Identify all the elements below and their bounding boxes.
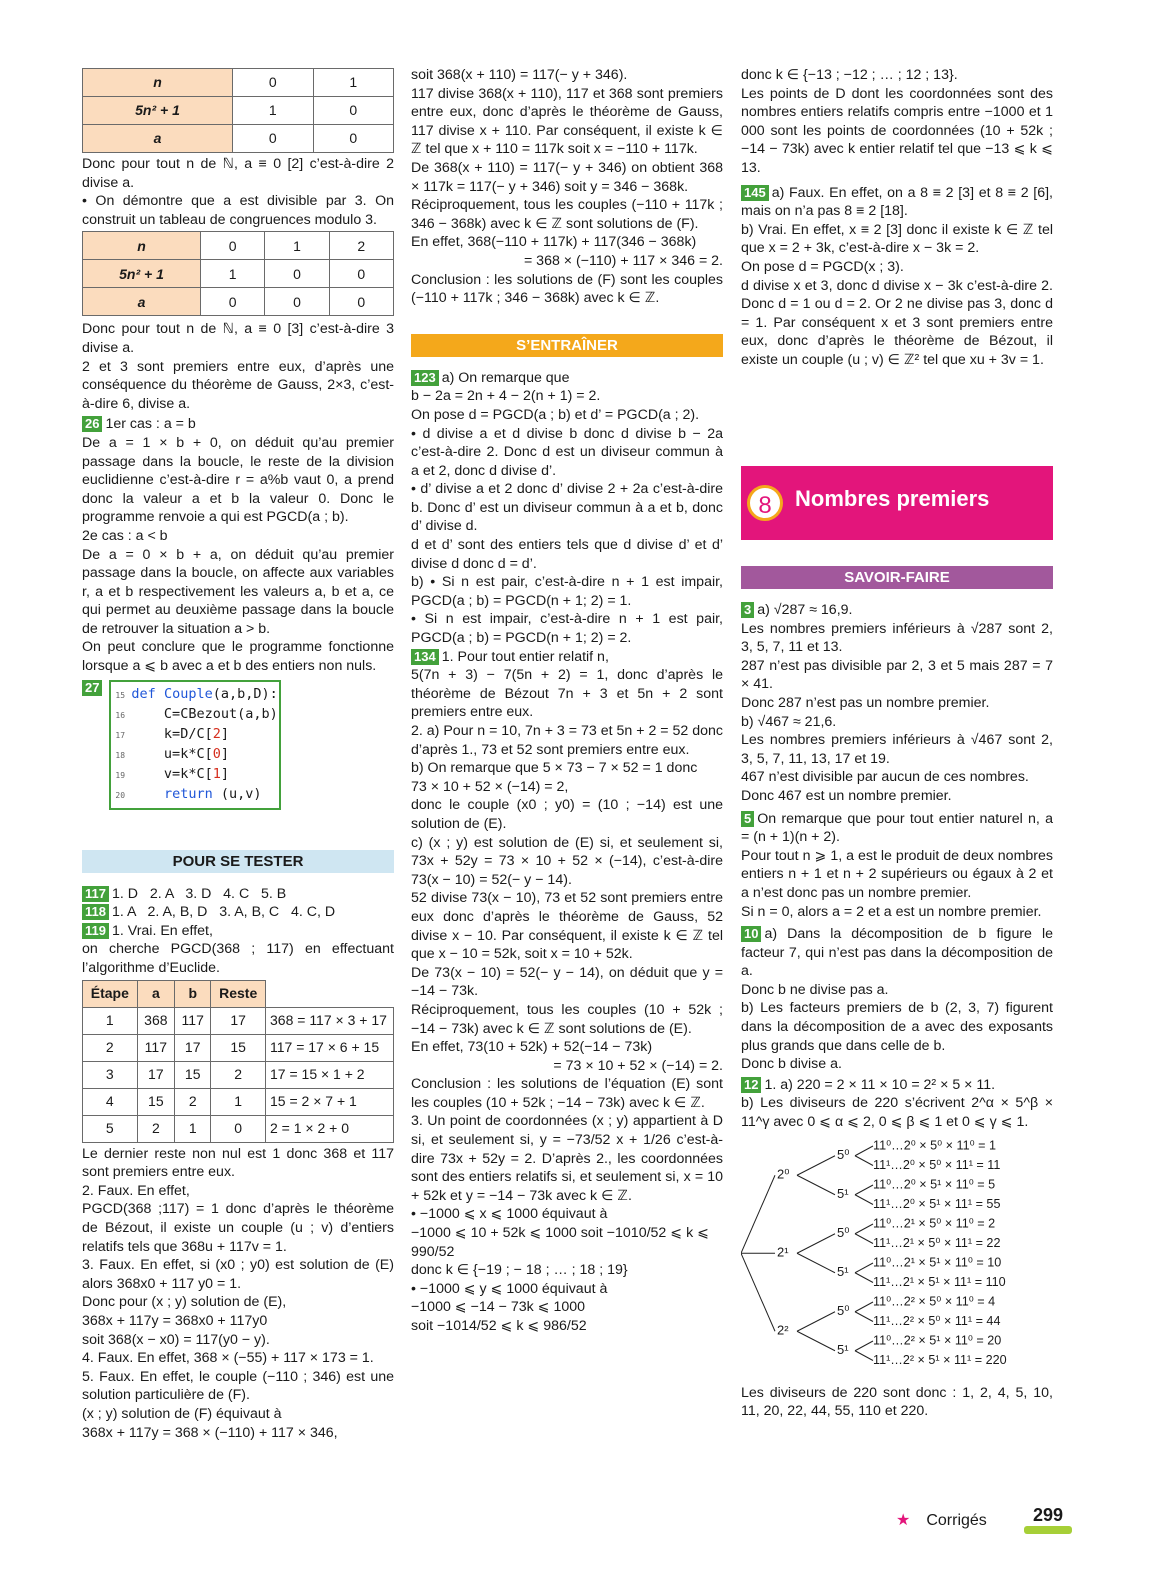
paragraph: • d divise a et d divise b donc d divise b − 2a c’est-à-dire 2. Donc d est un diviseur commun à a et 2, donc d divise d’.	[411, 425, 723, 479]
paragraph: b) Les facteurs premiers de b (2, 3, 7) figurent dans la décomposition de a avec des exposants plus grands que dans celle de b.	[741, 1000, 1053, 1054]
paragraph: Le dernier reste non nul est 1 donc 368 et 117 sont premiers entre eux.	[82, 1145, 394, 1181]
congruence-table-mod2	[82, 68, 394, 153]
tree-leaf-label: 11⁰…2¹ × 5¹ × 11⁰ = 10	[873, 1254, 1002, 1269]
table-cell: 5n² + 1	[83, 260, 201, 288]
tree-branch	[855, 1233, 873, 1243]
table-cell: 15 = 2 × 7 + 1	[266, 1088, 394, 1115]
paragraph: 4. Faux. En effet, 368 × (−55) + 117 × 173 = 1.	[82, 1350, 374, 1367]
paragraph: 5(7n + 3) − 7(5n + 2) = 1, donc d’après le théorème de Bézout 7n + 3 et 5n + 2 sont premiers entre eux.	[411, 667, 723, 721]
table-cell: 0	[233, 125, 314, 153]
paragraph: 368x + 117y = 368x0 + 117y0	[82, 1312, 268, 1329]
paragraph: De a = 1 × b + 0, on déduit qu’au premier passage dans la boucle, le reste de la division euclidienne c’est-à-dire r = a%b vaut 0, a prend donc la valeur a et b la valeur 0. Donc le programme renvoie a qui est PGCD(a ; b).	[82, 434, 394, 526]
line-number: 20	[115, 790, 126, 800]
table-cell: 0	[329, 260, 393, 288]
paragraph: • −1000 ⩽ y ⩽ 1000 équivaut à	[411, 1280, 608, 1297]
paragraph: 3. Un point de coordonnées (x ; y) appartient à D si, et seulement si, y = −73/52 x + 1/26 c’est-à-dire 73x + 52y = 2. D’après 2., les coordonnées sont des entiers relatifs si, et seulement si, x = 10 + 52k et y = −14 − 73k avec k ∈ ℤ.	[411, 1113, 723, 1204]
table-cell: 5	[83, 1115, 138, 1142]
column-2	[411, 66, 723, 1336]
paragraph: Donc b divise a.	[741, 1056, 842, 1073]
paragraph: c) (x ; y) est solution de (E) si, et seulement si, 73x + 52y = 73 × 10 + 52 × (−14), c’est-à-dire 73(x − 10) = 52(− y − 14).	[411, 834, 723, 888]
table-cell: 4	[83, 1088, 138, 1115]
exercise-number: 119	[82, 923, 109, 939]
paragraph: 2 et 3 sont premiers entre eux, d’après une conséquence du théorème de Gauss, 2×3, c’est-à-dire 6, divise a.	[82, 358, 394, 412]
table-cell: 117	[175, 1007, 211, 1034]
paragraph: donc k ∈ {−19 ; − 18 ; … ; 18 ; 19}	[411, 1262, 628, 1279]
table-cell: 0	[233, 69, 314, 97]
paragraph: 2. Faux. En effet,	[82, 1182, 190, 1199]
paragraph: b) Les diviseurs de 220 s’écrivent 2^α × 5^β × 11^γ avec 0 ⩽ α ⩽ 2, 0 ⩽ β ⩽ 1 et 0 ⩽ γ ⩽ 1.	[741, 1095, 1053, 1131]
congruence-table-mod3	[82, 231, 394, 316]
paragraph: On pose d = PGCD(x ; 3).	[741, 258, 904, 275]
table-header: Étape	[83, 980, 138, 1007]
paragraph: Conclusion : les solutions de l’équation (E) sont les couples (10 + 52k ; −14 − 73k) avec k ∈ ℤ.	[411, 1076, 723, 1111]
tree-branch	[797, 1155, 835, 1175]
line-number: 18	[115, 750, 126, 760]
paragraph: soit 368(x + 110) = 117(− y + 346).	[411, 67, 628, 83]
tree-leaf-label: 11¹…2² × 5¹ × 11¹ = 220	[873, 1352, 1007, 1367]
tree-branch	[855, 1341, 873, 1351]
paragraph: Les points de D dont les coordonnées sont des nombres entiers relatifs compris entre −1000 et 1 000 sont les points de coordonnées (10 + 52k ; −14 − 73k) avec k entier relatif tel que −13 ⩽ k ⩽ 13.	[741, 85, 1053, 176]
paragraph: 368x + 117y = 368 × (−110) + 117 × 346,	[82, 1424, 338, 1441]
line-number: 16	[115, 710, 126, 720]
table-cell: 2	[211, 1061, 266, 1088]
paragraph: d divise x et 3, donc d divise x − 3k c’est-à-dire 2. Donc d = 1 ou d = 2. Or 2 ne divise pas 3, donc d = 1. Par conséquent x et 3 sont premiers entre eux, donc d’après le théorème de Bézout, il existe un couple (u ; v) ∈ ℤ² tel que xu + 3v = 1.	[741, 277, 1053, 368]
table-cell: 15	[175, 1061, 211, 1088]
paragraph: • d’ divise a et 2 donc d’ divise 2 + 2a c’est-à-dire b. Donc d’ est un diviseur commun à a et b, donc d’ divise d.	[411, 481, 723, 535]
divisor-tree-diagram	[741, 1134, 1053, 1378]
paragraph: a) √287 ≈ 16,9.	[757, 602, 853, 618]
paragraph: • Si n est impair, c’est-à-dire n + 1 est pair, PGCD(a ; b) = PGCD(n + 1; 2) = 2.	[411, 611, 723, 647]
table-header	[266, 980, 394, 1007]
euclid-table	[82, 980, 394, 1143]
table-cell: 2	[137, 1115, 174, 1142]
table-cell: 0	[265, 260, 329, 288]
paragraph: b) √467 ≈ 21,6.	[741, 713, 837, 730]
tree-leaf-label: 11¹…2² × 5⁰ × 11¹ = 44	[873, 1313, 1001, 1328]
answers: 1. D 2. A 3. D 4. C 5. B	[111, 885, 287, 902]
paragraph: b) On remarque que 5 × 73 − 7 × 52 = 1 donc	[411, 760, 698, 777]
column-3	[741, 66, 1053, 370]
tree-leaf-label: 11⁰…2⁰ × 5¹ × 11⁰ = 5	[873, 1176, 996, 1191]
star-icon: ★	[896, 1512, 911, 1529]
paragraph: d et d’ sont des entiers tels que d divise d’ et d’ divise d donc d = d’.	[411, 537, 723, 572]
code-line: k=D/C[2]	[131, 725, 229, 742]
table-cell: 0	[313, 97, 394, 125]
table-cell: 5n² + 1	[83, 97, 233, 125]
tree-branch	[855, 1311, 873, 1321]
paragraph: • −1000 ⩽ x ⩽ 1000 équivaut à	[411, 1206, 608, 1223]
table-cell: 17 = 15 × 1 + 2	[266, 1061, 394, 1088]
paragraph: De 368(x + 110) = 117(− y + 346) on obtient 368 × 117k = 117(− y + 346) soit y = 346 − 368k.	[411, 159, 723, 195]
line-number: 17	[115, 730, 126, 740]
exercise-number: 5	[741, 811, 754, 827]
tree-mid-label: 5⁰	[837, 1224, 850, 1240]
table-cell: 117	[137, 1034, 174, 1061]
tree-mid-label: 5⁰	[837, 1302, 850, 1318]
table-cell: 0	[329, 288, 393, 316]
exercise-number: 27	[82, 680, 102, 696]
table-cell: 2	[175, 1088, 211, 1115]
paragraph: a) Faux. En effet, on a 8 ≡ 2 [3] et 8 ≡ 2 [6], mais on n’a pas 8 ≡ 2 [18].	[741, 184, 1053, 220]
chapter-title: Nombres premiers	[795, 486, 990, 511]
table-cell: 1	[233, 97, 314, 125]
table-header: b	[175, 980, 211, 1007]
table-cell: 368 = 117 × 3 + 17	[266, 1007, 394, 1034]
tree-leaf-label: 11⁰…2⁰ × 5⁰ × 11⁰ = 1	[873, 1137, 997, 1152]
tree-leaf-label: 11⁰…2² × 5⁰ × 11⁰ = 4	[873, 1293, 996, 1308]
paragraph: Donc pour tout n de ℕ, a ≡ 0 [2] c’est-à-dire 2 divise a.	[82, 156, 394, 191]
tree-leaf-label: 11⁰…2¹ × 5⁰ × 11⁰ = 2	[873, 1215, 996, 1230]
paragraph: 3. Faux. En effet, si (x0 ; y0) est solution de (E) alors 368x0 + 117 y0 = 1.	[82, 1257, 394, 1292]
paragraph: Donc 467 est un nombre premier.	[741, 787, 952, 804]
exercise-number: 118	[82, 904, 109, 920]
chapter-number: 8	[747, 485, 783, 521]
paragraph: PGCD(368 ;117) = 1 donc d’après le théorème de Bézout, il existe un couple (u ; v) d’entiers relatifs tels que 368u + 117v = 1.	[82, 1201, 394, 1255]
tree-leaf-label: 11⁰…2² × 5¹ × 11⁰ = 20	[873, 1332, 1002, 1347]
column-1	[82, 66, 394, 1442]
line-number: 15	[115, 690, 126, 700]
tree-branch	[797, 1311, 835, 1331]
line-number: 19	[115, 770, 126, 780]
paragraph: • On démontre que a est divisible par 3. On construit un tableau de congruences modulo 3.	[82, 193, 394, 228]
tree-mid-label: 5¹	[837, 1341, 849, 1357]
tree-branch	[855, 1272, 873, 1282]
paragraph: 1. a) 220 = 2 × 11 × 10 = 2² × 5 × 11.	[764, 1076, 996, 1093]
paragraph: On remarque que pour tout entier naturel n, a = (n + 1)(n + 2).	[741, 810, 1053, 846]
paragraph: soit 368(x − x0) = 117(y0 − y).	[82, 1331, 270, 1348]
table-cell: 17	[175, 1034, 211, 1061]
exercise-number: 3	[741, 602, 754, 618]
exercise-number: 10	[741, 926, 761, 942]
paragraph: on cherche PGCD(368 ; 117) en effectuant l’algorithme d’Euclide.	[82, 941, 394, 977]
paragraph: 2e cas : a < b	[82, 527, 168, 544]
table-cell: 368	[137, 1007, 174, 1034]
paragraph: Les diviseurs de 220 sont donc : 1, 2, 4, 5, 10, 11, 20, 22, 44, 55, 110 et 220.	[741, 1384, 1053, 1420]
tree-branch	[797, 1253, 835, 1273]
table-cell: 2	[83, 1034, 138, 1061]
tree-leaf-label: 11¹…2⁰ × 5⁰ × 11¹ = 11	[873, 1157, 1001, 1172]
paragraph: En effet, 368(−110 + 117k) + 117(346 − 368k)	[411, 234, 697, 251]
paragraph: b − 2a = 2n + 4 − 2(n + 1) = 2.	[411, 388, 601, 405]
tree-branch	[855, 1146, 873, 1156]
table-cell: n	[83, 69, 233, 97]
table-cell: 0	[201, 288, 265, 316]
table-cell: 2	[329, 232, 393, 260]
code-line: C=CBezout(a,b)	[131, 705, 278, 722]
table-cell: 0	[265, 288, 329, 316]
tree-mid-label: 5¹	[837, 1263, 849, 1279]
exercise-number: 123	[411, 370, 439, 386]
paragraph: Les nombres premiers inférieurs à √467 sont 2, 3, 5, 7, 11, 13, 17 et 19.	[741, 732, 1053, 767]
paragraph: Réciproquement, tous les couples (10 + 52k ; −14 − 73k) avec k ∈ ℤ sont solutions de (E).	[411, 1001, 723, 1037]
paragraph: −1000 ⩽ −14 − 73k ⩽ 1000	[411, 1299, 586, 1316]
paragraph: De 73(x − 10) = 52(− y − 14), on déduit que y = −14 − 73k.	[411, 964, 723, 1000]
paragraph: 1er cas : a = b	[105, 416, 196, 433]
table-cell: 2 = 1 × 2 + 0	[266, 1115, 394, 1142]
table-cell: n	[83, 232, 201, 260]
table-cell: 0	[313, 125, 394, 153]
paragraph: a) Dans la décomposition de b figure le facteur 7, qui n’est pas dans la décomposition de a.	[741, 926, 1053, 980]
table-cell: 1	[175, 1115, 211, 1142]
tree-leaf-label: 11¹…2⁰ × 5¹ × 11¹ = 55	[873, 1196, 1001, 1211]
section-banner-s-entrainer: S’ENTRAÎNER	[411, 334, 723, 357]
table-cell: 15	[137, 1088, 174, 1115]
paragraph: Conclusion : les solutions de (F) sont les couples (−110 + 117k ; 346 − 368k) avec k ∈ ℤ.	[411, 271, 723, 307]
table-cell: 1	[265, 232, 329, 260]
tree-branch	[797, 1175, 835, 1195]
page-number: 299	[1032, 1505, 1064, 1525]
exercise-number: 26	[82, 416, 102, 432]
answers: 1. A 2. A, B, D 3. A, B, C 4. C, D	[111, 904, 336, 921]
exercise-number: 134	[411, 649, 439, 665]
tree-branch	[855, 1185, 873, 1195]
tree-leaf-label: 11¹…2¹ × 5¹ × 11¹ = 110	[873, 1274, 1006, 1289]
code-line: return (u,v)	[163, 785, 262, 802]
exercise-number: 145	[741, 185, 769, 201]
tree-branch	[797, 1233, 835, 1253]
paragraph: 73 × 10 + 52 × (−14) = 2,	[411, 778, 569, 795]
tree-branch	[855, 1350, 873, 1360]
table-cell: 1	[83, 1007, 138, 1034]
paragraph: b) • Si n est pair, c’est-à-dire n + 1 est impair, PGCD(a ; b) = PGCD(n + 1; 2) = 1.	[411, 574, 723, 609]
table-cell: 17	[137, 1061, 174, 1088]
tree-branch	[855, 1155, 873, 1165]
paragraph: 287 n’est pas divisible par 2, 3 et 5 mais 287 = 7 × 41.	[741, 657, 1053, 693]
paragraph: b) Vrai. En effet, x ≡ 2 [3] donc il existe k ∈ ℤ tel que x = 2 + 3k, c’est-à-dire x − 3k = 2.	[741, 221, 1053, 257]
table-cell: 17	[211, 1007, 266, 1034]
table-header: Reste	[211, 980, 266, 1007]
table-cell: 1	[211, 1088, 266, 1115]
paragraph: 1. Vrai. En effet,	[111, 922, 213, 939]
paragraph: 5. Faux. En effet, le couple (−110 ; 346) est une solution particulière de (F).	[82, 1368, 394, 1404]
tree-mid-label: 5¹	[837, 1185, 849, 1201]
tree-branch	[855, 1194, 873, 1204]
page-number-underline	[1024, 1526, 1072, 1534]
paragraph: = 73 × 10 + 52 × (−14) = 2.	[553, 1057, 723, 1074]
tree-branch	[741, 1253, 775, 1331]
footer-label: Corrigés	[926, 1512, 987, 1529]
paragraph: = 368 × (−110) + 117 × 346 = 2.	[523, 252, 723, 269]
paragraph: soit −1014/52 ⩽ k ⩽ 986/52	[411, 1318, 587, 1334]
paragraph: Donc pour tout n de ℕ, a ≡ 0 [3] c’est-à-dire 3 divise a.	[82, 321, 394, 356]
paragraph: 2. a) Pour n = 10, 7n + 3 = 73 et 5n + 2 = 52 donc d’après 1., 73 et 52 sont premiers entre eux.	[411, 723, 723, 758]
code-block	[109, 680, 281, 810]
section-banner-savoir-faire: SAVOIR-FAIRE	[741, 566, 1053, 589]
footer	[896, 1512, 987, 1531]
table-cell: a	[83, 125, 233, 153]
chapter-header	[741, 466, 1053, 540]
paragraph: Donc 287 n’est pas un nombre premier.	[741, 694, 990, 711]
paragraph: a) On remarque que	[441, 369, 570, 386]
tree-root-label: 2²	[777, 1322, 789, 1338]
table-cell: 0	[201, 232, 265, 260]
tree-branch	[741, 1175, 775, 1253]
paragraph: Donc b ne divise pas a.	[741, 981, 889, 998]
paragraph: donc le couple (x0 ; y0) = (10 ; −14) est une solution de (E).	[411, 797, 723, 832]
tree-leaf-label: 11¹…2¹ × 5⁰ × 11¹ = 22	[873, 1235, 1001, 1250]
tree-root-label: 2¹	[777, 1244, 789, 1260]
tree-mid-label: 5⁰	[837, 1146, 850, 1162]
table-cell: 1	[313, 69, 394, 97]
paragraph: −1000 ⩽ 10 + 52k ⩽ 1000 soit −1010/52 ⩽ k ⩽ 990/52	[411, 1225, 709, 1260]
tree-branch	[855, 1302, 873, 1312]
table-cell: 117 = 17 × 6 + 15	[266, 1034, 394, 1061]
paragraph: 52 divise 73(x − 10), 73 et 52 sont premiers entre eux donc d’après le théorème de Gauss, 52 divise x − 10. Par conséquent, il existe k ∈ ℤ tel que x − 10 = 52k, soit x = 10 + 52k.	[411, 890, 723, 963]
tree-branch	[855, 1263, 873, 1273]
tree-branch	[855, 1224, 873, 1234]
page-number-badge	[1024, 1506, 1072, 1528]
paragraph: 1. Pour tout entier relatif n,	[441, 648, 609, 665]
column-3-lower	[741, 554, 1053, 1421]
section-banner-pour-se-tester: POUR SE TESTER	[82, 850, 394, 873]
table-cell: 0	[211, 1115, 266, 1142]
code-line: u=k*C[0]	[131, 745, 229, 762]
paragraph: De a = 0 × b + a, on déduit qu’au premier passage dans la boucle, on affecte aux variables r, a et b respectivement les valeurs a, b et a, ce qui permet au deuxième passage dans la boucle de retrouver la situation a > b.	[82, 546, 394, 637]
exercise-number: 117	[82, 886, 109, 902]
tree-root-label: 2⁰	[777, 1166, 790, 1182]
table-cell: 3	[83, 1061, 138, 1088]
paragraph: Si n = 0, alors a = 2 et a est un nombre premier.	[741, 903, 1042, 920]
table-cell: a	[83, 288, 201, 316]
paragraph: Réciproquement, tous les couples (−110 + 117k ; 346 − 368k) avec k ∈ ℤ sont solutions de (F).	[411, 197, 723, 232]
paragraph: Les nombres premiers inférieurs à √287 sont 2, 3, 5, 7, 11 et 13.	[741, 620, 1053, 656]
paragraph: Donc pour (x ; y) solution de (E),	[82, 1294, 287, 1311]
paragraph: On peut conclure que le programme fonctionne lorsque a ⩽ b avec a et b des entiers non nuls.	[82, 639, 394, 675]
tree-branch	[797, 1331, 835, 1351]
code-line: def Couple(a,b,D):	[131, 685, 278, 702]
exercise-number: 12	[741, 1077, 761, 1093]
paragraph: On pose d = PGCD(a ; b) et d’ = PGCD(a ; 2).	[411, 406, 700, 423]
table-cell: 1	[201, 260, 265, 288]
table-header: a	[137, 980, 174, 1007]
table-cell: 15	[211, 1034, 266, 1061]
paragraph: Pour tout n ⩾ 1, a est le produit de deux nombres entiers n + 1 et n + 2 supérieurs ou égaux à 2 et a n’est donc pas un nombre premier.	[741, 847, 1053, 901]
code-line: v=k*C[1]	[131, 765, 229, 782]
paragraph: 467 n’est divisible par aucun de ces nombres.	[741, 769, 1029, 786]
paragraph: donc k ∈ {−13 ; −12 ; … ; 12 ; 13}.	[741, 67, 958, 83]
paragraph: 117 divise 368(x + 110), 117 et 368 sont premiers entre eux, donc d’après le théorème de Gauss, 117 divise x + 110. Par conséquent, il existe k ∈ ℤ tel que x + 110 = 117k soit x = −110 + 117k.	[411, 85, 723, 158]
paragraph: (x ; y) solution de (F) équivaut à	[82, 1405, 282, 1422]
paragraph: En effet, 73(10 + 52k) + 52(−14 − 73k)	[411, 1039, 653, 1056]
